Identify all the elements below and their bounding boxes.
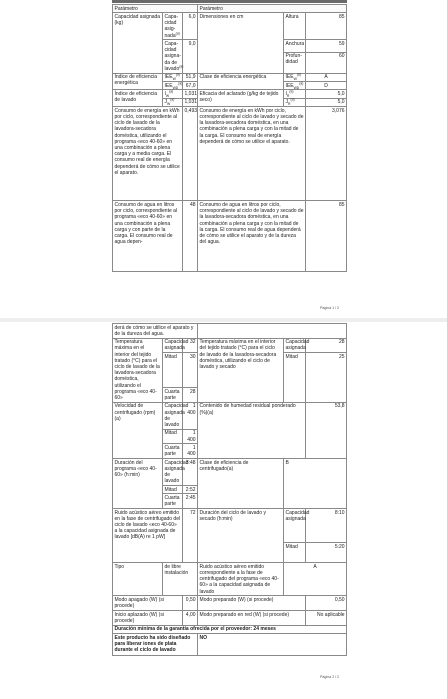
table-row [113, 596, 347, 611]
temp-value-4: 28 [306, 338, 347, 353]
energy-class-label: Clase de eficiencia energética [198, 73, 284, 90]
dry-duration-sub-1: Capacidad asignada [284, 508, 306, 542]
moisture-label: Contenido de humedad residual ponderado (%)(a) [198, 402, 306, 458]
silver-label: Este producto ha sido diseñado para liberar iones de plata durante el ciclo de lavado [113, 633, 198, 655]
dry-duration-value-2: 5:20 [306, 543, 347, 563]
width-value: 59 [306, 40, 347, 52]
water-consumption-label-2: Consumo de agua en litros por ciclo, correspondiente al ciclo de lavado y secado de la lavadora-secadora doméstica, en una combinación a plena carga y con la mitad de la carga. El consumo real de agua dependerá de cómo se utilice el aparato y de la dureza del agua. [198, 201, 306, 271]
height-value: 85 [306, 13, 347, 40]
class-ieewd-value: D [306, 81, 347, 89]
page-1 [0, 0, 447, 318]
temp-sub-3: Cuarta parte [163, 388, 183, 403]
jw-value: 1,031 [184, 99, 198, 106]
spin-class-value: B [284, 459, 347, 509]
table-row [113, 13, 347, 40]
spin-value-2: 1 400 [183, 429, 198, 444]
capacity-wash-sub: Capa- cidad asig- nada$^{(a)}$ [163, 13, 183, 40]
table-row [113, 73, 347, 81]
spin-class-label: Clase de eficiencia de centrifugado(a) [198, 459, 284, 509]
network-standby-value: No aplicable [306, 610, 347, 625]
duration-sub-3: Cuarta parte [163, 494, 183, 509]
header-parametro: Parámetro [113, 5, 198, 13]
table-row [113, 338, 347, 353]
header-valor: Parámetro [198, 5, 347, 13]
warranty-text: Duración mínima de la garantía ofrecida por el proveedor: 24 meses [113, 625, 347, 633]
standby-value: 0,50 [306, 596, 347, 611]
table-row [113, 563, 347, 596]
table-row [113, 508, 347, 542]
spin-sub-1: Capacidad asignada de lavado [164, 403, 189, 429]
duration-label: Duración del programa «eco 40-60» (h:min) [113, 459, 163, 509]
standby-label: Modo preparado (W) (si procede) [198, 596, 306, 611]
table-row [113, 107, 347, 201]
noise-class-value: A [284, 563, 347, 596]
table-row [113, 90, 347, 98]
water-consumption-label: Consumo de agua en litros por ciclo, correspondiente al programa «eco 40-60» en una combinación a plena carga y con parte de la carga. El consumo real de agua depen- [113, 201, 183, 271]
type-label: Tipo [113, 563, 163, 596]
temp-sub-1: Capacidad asignada [164, 339, 189, 352]
noise-class-label: Ruido acústico aéreo emitido correspondiente a la fase de centrifugado del programa «eco 40-60» a la capacidad asignada de lavado [198, 563, 284, 596]
temp-value-1: 32 [183, 338, 198, 353]
rinse-label: Eficacia del aclarado (g/kg de tejido seco) [198, 90, 284, 107]
table-row [113, 625, 347, 633]
product-info-table-2 [112, 323, 347, 656]
class-ieew-value: A [306, 73, 347, 81]
depth-label: Profun- didad [284, 52, 306, 73]
energy-consumption-label: Consumo de energía en kWh por ciclo, correspondiente al ciclo de lavado de la lavadora-secadora doméstica, utilizando el programa «eco 40-60» en una combinación a plena carga y a media carga. El consumo real de energía dependerá de cómo se utilice el aparato. [113, 107, 183, 201]
continued-text-empty [198, 324, 347, 339]
capacity-wash-value: 6,0 [183, 13, 198, 40]
ir-key: $I_R^{(a)}$ [284, 90, 306, 98]
temp-label: Temperatura máxima en el interior del tejido tratado (°C) para el ciclo de lavado de la lavadora-secadora doméstica, utilizando el programa «eco 40-60» [113, 338, 163, 402]
jr-value: 5,0 [306, 98, 347, 106]
table-row [113, 324, 347, 339]
page-footer-1: Página 1 / 2 [320, 306, 340, 310]
temp-value-2: 30 [183, 353, 198, 388]
iw-value: 1,031 [184, 90, 198, 97]
spin-sub-3: Cuarta parte [163, 444, 183, 459]
continued-text: derá de cómo se utilice el aparato y de la dureza del agua. [113, 324, 198, 339]
ir-value: 5,0 [306, 90, 347, 98]
iw-key: $I_W^{(a)}$ [163, 90, 183, 98]
jr-key: $J_R^{(a)}$ [284, 98, 306, 106]
table-title-band [112, 0, 347, 3]
table-row [113, 633, 347, 655]
table-row [113, 402, 347, 429]
delay-value: 4,00 [183, 610, 198, 625]
height-label: Altura [284, 13, 306, 40]
temp-label-2: Temperatura máxima en el interior del tejido tratado (°C) para el ciclo de lavado de la lavadora-secadora doméstica, utilizando el ciclo de lavado y secado [198, 338, 284, 402]
type-value: de libre instalación [163, 563, 198, 596]
duration-sub-2: Mitad [163, 486, 183, 494]
table-row [113, 201, 347, 271]
class-ieew-key: $IEE_W^{(a)}$ [284, 73, 306, 81]
duration-value-1: 3:48 [183, 459, 198, 486]
width-label: Anchura [284, 40, 306, 52]
dry-duration-label: Duración del ciclo de lavado y secado (h:min) [198, 508, 284, 562]
spin-sub-2: Mitad [163, 429, 183, 444]
temp-value-3: 28 [183, 388, 198, 403]
off-mode-value: 0,50 [183, 596, 198, 611]
energy-consumption-value: 0,493 [183, 107, 198, 201]
off-mode-label: Modo apagado (W) (si procede) [113, 596, 183, 611]
duration-sub-1: Capacidad asignada de lavado [164, 459, 189, 485]
page-2 [0, 322, 447, 699]
duration-value-3: 2:45 [183, 494, 198, 509]
capacity-dry-value: 9,0 [183, 40, 198, 73]
dry-duration-sub-2: Mitad [284, 543, 306, 563]
noise-value: 72 [183, 508, 198, 562]
ieew-value: 51,9 [183, 73, 198, 81]
dry-duration-value-1: 8:10 [306, 508, 347, 542]
silver-value: NO [198, 633, 347, 655]
network-standby-label: Modo preparado en red (W) (si procede) [198, 610, 306, 625]
duration-value-2: 2:52 [183, 486, 198, 494]
energy-consumption-label-2: Consumo de energía en kWh por ciclo, correspondiente al ciclo de lavado y secado de la lavadora-secadora doméstica, en una combinación a plena carga y con la mitad de la carga. El consumo real de energía dependerá de cómo se utilice el aparato. [198, 107, 306, 201]
water-consumption-value: 48 [183, 201, 198, 271]
table-header-row [113, 5, 347, 13]
ieew-key: $IEE_W^{(a)}$ [163, 73, 183, 81]
depth-value: 60 [306, 52, 347, 73]
temp-value-5: 25 [306, 353, 347, 403]
spin-value-1: 1 400 [183, 402, 198, 429]
capacity-label: Capacidad asignada (kg) [113, 13, 163, 73]
ieewd-key: $IEE_{WD}^{(a)}$ [164, 80, 183, 90]
wash-index-label: Índice de eficiencia de lavado [113, 90, 163, 107]
energy-consumption-value-2: 3,076 [306, 107, 347, 201]
capacity-dry-sub: Capa- cidad asigna- da de lavado$^{(a)}$ [164, 40, 184, 72]
spin-label: Velocidad de centrifugado (rpm)(a) [113, 402, 163, 458]
table-row [113, 459, 347, 486]
dims-label: Dimensiones en cm [198, 13, 284, 73]
page-footer-2: Página 2 / 2 [320, 675, 340, 679]
temp-sub-5: Mitad [284, 353, 306, 403]
temp-sub-4: Capacidad asignada [285, 339, 310, 352]
temp-sub-2: Mitad [163, 353, 183, 388]
water-consumption-value-2: 85 [306, 201, 347, 271]
table-row [113, 610, 347, 625]
noise-label: Ruido acústico aéreo emitido en la fase de centrifugado del ciclo de lavado «eco 40-60» a la capacidad asignada de lavado [dB(A) re 1 pW] [113, 508, 183, 562]
ieewd-value: 67,0 [183, 81, 198, 89]
spin-value-3: 1 400 [183, 444, 198, 459]
energy-index-label: Índice de eficiencia energética [113, 73, 163, 90]
product-info-table-1 [112, 4, 347, 272]
moisture-value: 53,8 [306, 402, 347, 458]
delay-label: Inicio aplazado (W) (si procede) [113, 610, 183, 625]
jw-key: $J_W^{(a)}$ [163, 98, 183, 106]
class-ieewd-key: $IEE_{WD}^{(a)}$ [284, 81, 306, 89]
